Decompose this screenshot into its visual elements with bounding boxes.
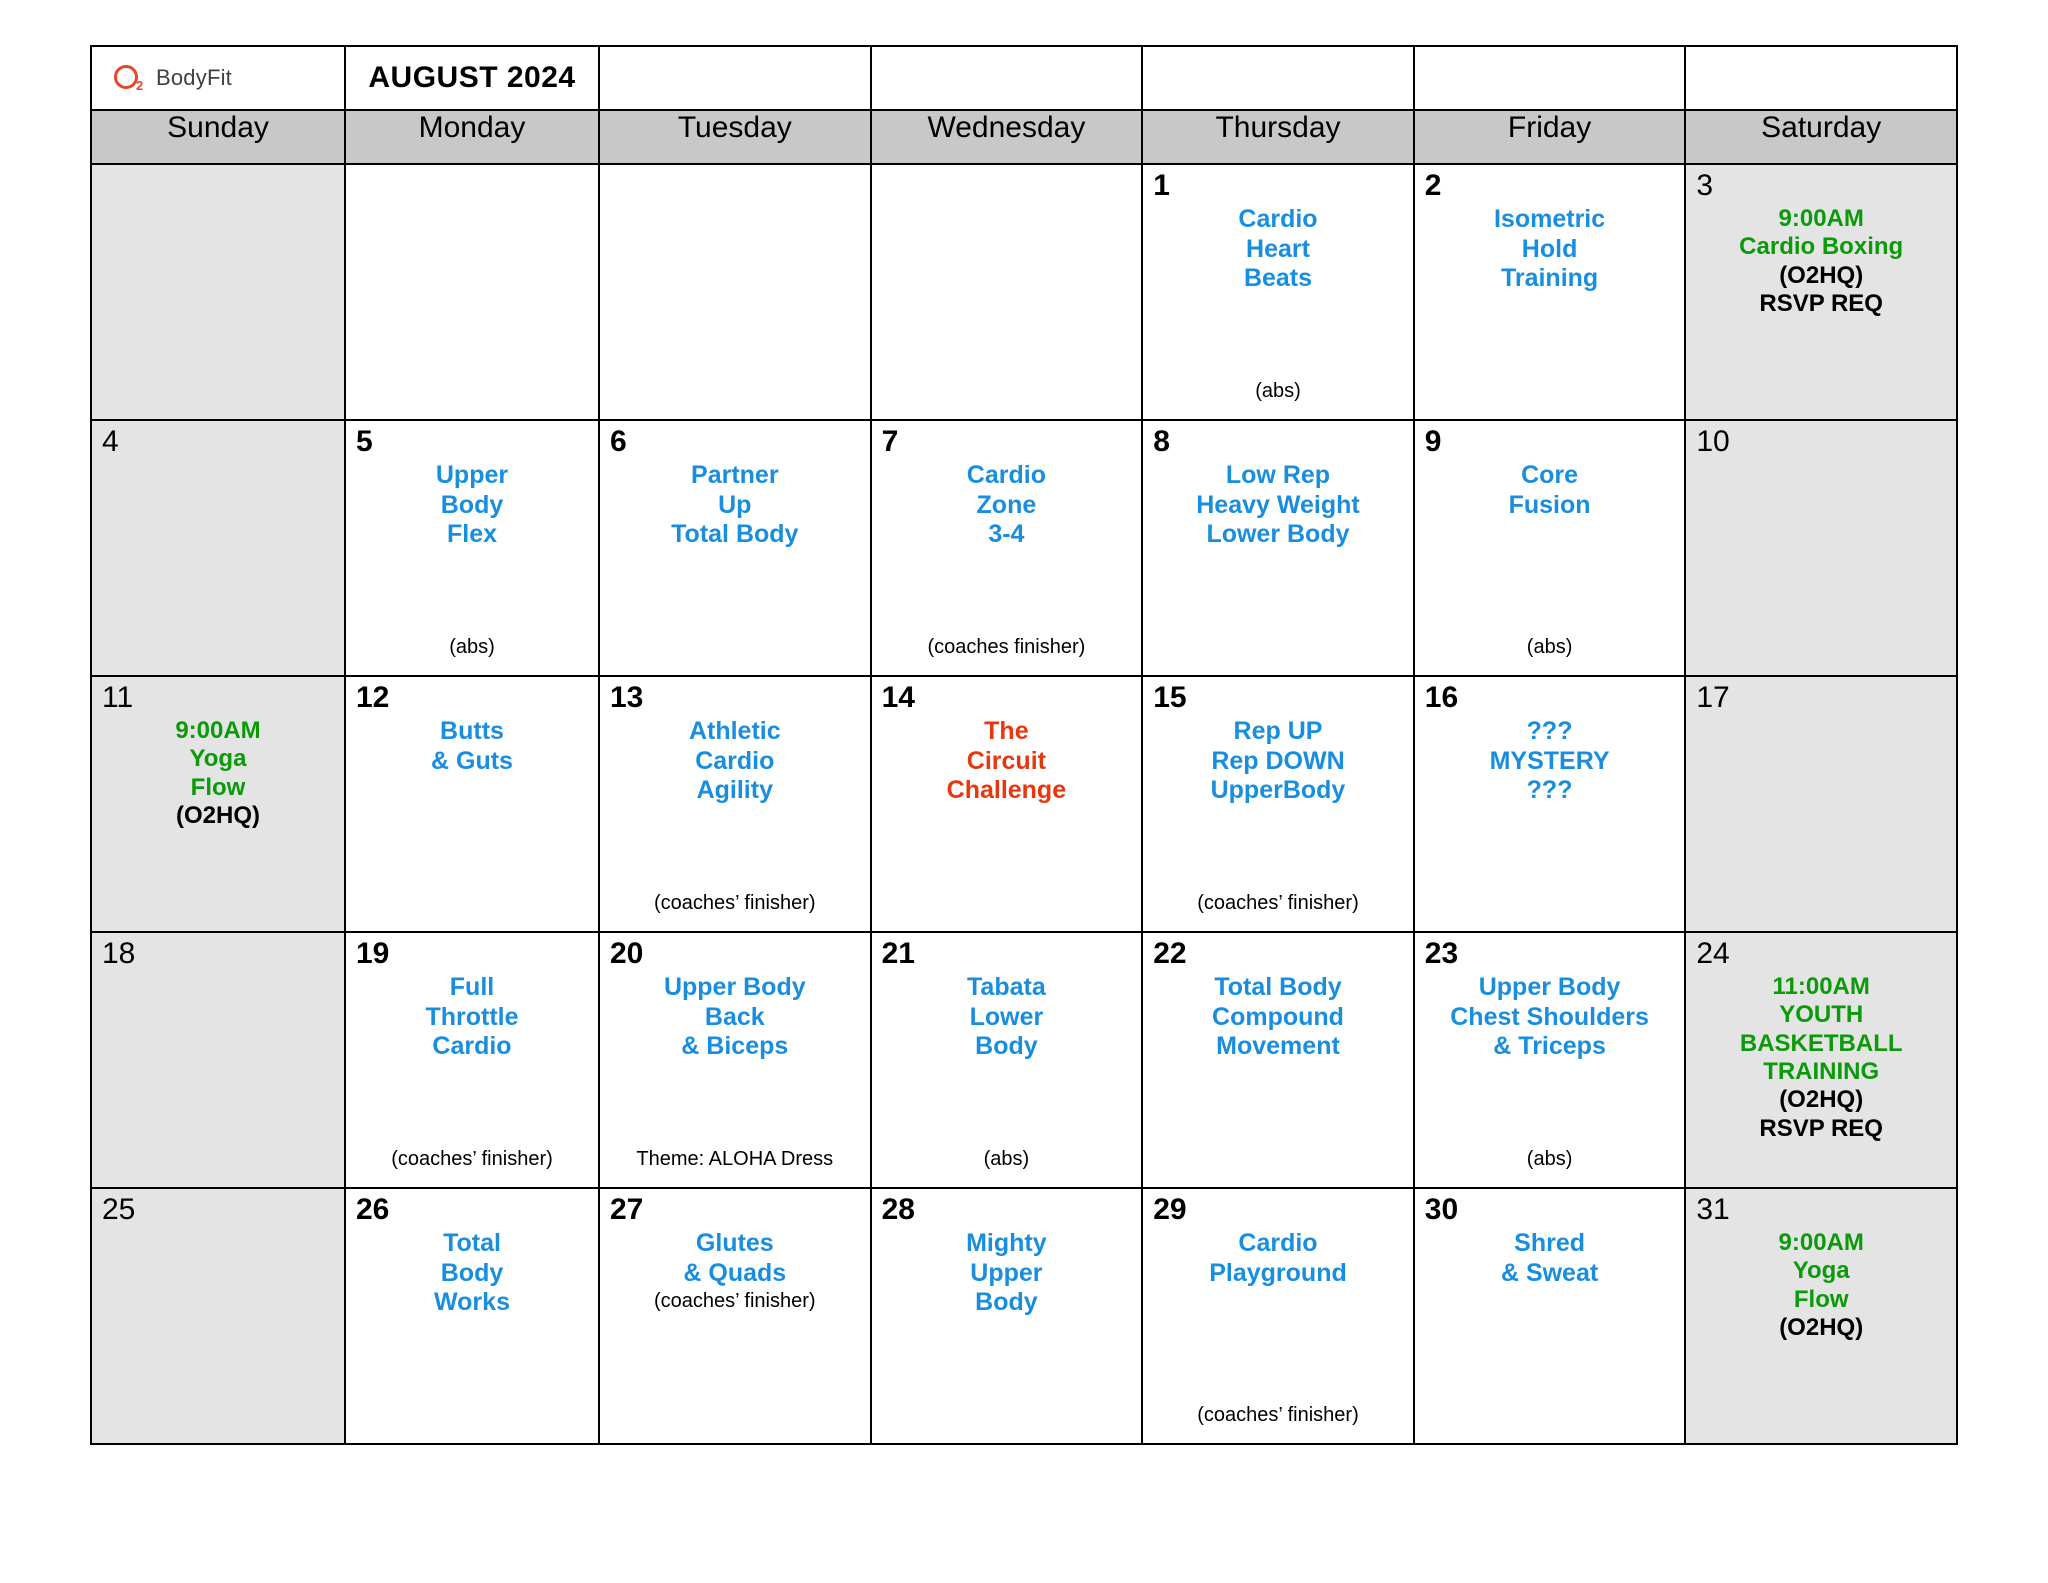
class-title-line: Agility — [696, 776, 773, 804]
day-note: (abs) — [1526, 636, 1573, 658]
class-title-line: Zone — [976, 490, 1037, 519]
day-content — [1143, 421, 1413, 550]
day-number: 18 — [102, 937, 136, 970]
special-event — [1686, 973, 1956, 1143]
calendar-table — [90, 45, 1958, 1445]
special-event-line: Flow — [1793, 1285, 1849, 1313]
day-number: 27 — [610, 1193, 644, 1226]
day-content — [1415, 165, 1685, 294]
day-number: 25 — [102, 1193, 136, 1226]
class-title-line: Cardio — [1238, 205, 1318, 233]
class-title-line: Low Rep — [1225, 461, 1331, 489]
calendar-day-cell[interactable] — [1685, 932, 1957, 1188]
day-content — [872, 165, 1142, 205]
calendar-day-cell[interactable] — [1685, 676, 1957, 932]
day-number: 19 — [356, 937, 390, 970]
weekday-header-row — [91, 110, 1957, 164]
special-event-detail: (O2HQ) — [1779, 261, 1864, 289]
class-title-line: UpperBody — [1210, 776, 1346, 804]
class-title-line: Total Body — [1214, 973, 1342, 1001]
class-title — [1415, 1229, 1685, 1288]
class-title-line: Up — [718, 490, 752, 519]
special-event-detail: (O2HQ) — [1779, 1086, 1864, 1114]
day-note: (abs) — [449, 636, 495, 658]
day-content — [92, 165, 344, 205]
class-title-line: Back — [704, 1002, 765, 1031]
class-title-line: Lower Body — [1206, 520, 1350, 548]
class-title — [346, 973, 598, 1062]
class-title-line: Upper — [970, 1258, 1043, 1287]
special-event-line: 9:00AM — [175, 717, 261, 744]
class-title-line: Beats — [1243, 264, 1313, 292]
day-content — [346, 165, 598, 205]
class-title-line: Core — [1521, 461, 1579, 489]
class-title — [1415, 717, 1685, 806]
class-title — [346, 461, 598, 550]
title-spacer-3 — [1142, 46, 1414, 110]
day-number: 6 — [610, 425, 627, 458]
class-title-line: Total Body — [671, 520, 799, 548]
class-title — [346, 1229, 598, 1318]
weekday-thursday: Thursday — [1142, 110, 1414, 164]
weekday-sunday: Sunday — [91, 110, 345, 164]
day-number: 2 — [1424, 169, 1442, 202]
class-title-line: Upper Body — [1478, 973, 1621, 1001]
calendar-day-cell[interactable] — [1685, 1188, 1957, 1444]
calendar-week-row — [91, 1188, 1957, 1444]
class-title-line: Works — [434, 1288, 510, 1316]
day-number: 30 — [1424, 1193, 1459, 1226]
calendar-day-cell[interactable] — [1142, 932, 1414, 1188]
special-event — [92, 717, 344, 830]
day-number: 20 — [610, 937, 644, 970]
brand-name: BodyFit — [156, 65, 232, 90]
calendar-day-cell[interactable] — [1142, 1188, 1414, 1444]
o2-logo-icon — [114, 63, 144, 93]
class-title-line: MYSTERY — [1489, 746, 1610, 775]
day-note: (coaches finisher) — [927, 636, 1086, 658]
day-content — [600, 421, 870, 550]
special-event-line: BASKETBALL — [1739, 1029, 1903, 1057]
class-title-line: Throttle — [425, 1002, 519, 1031]
weekday-friday: Friday — [1414, 110, 1686, 164]
day-number: 16 — [1424, 681, 1459, 714]
calendar-day-cell[interactable] — [1414, 420, 1686, 676]
class-title-line: Movement — [1216, 1032, 1340, 1060]
calendar-day-cell[interactable] — [1414, 676, 1686, 932]
title-spacer-5 — [1685, 46, 1957, 110]
class-title-line: & Sweat — [1500, 1258, 1599, 1287]
day-number: 1 — [1153, 169, 1170, 202]
calendar-day-cell[interactable] — [91, 1188, 345, 1444]
day-number: 12 — [356, 681, 390, 714]
calendar-day-cell[interactable] — [1142, 420, 1414, 676]
title-spacer-2 — [871, 46, 1143, 110]
calendar-day-cell[interactable] — [1414, 164, 1686, 420]
title-spacer-1 — [599, 46, 871, 110]
day-number: 17 — [1696, 681, 1730, 714]
brand-logo — [92, 47, 344, 109]
class-title-line: Isometric — [1493, 205, 1606, 233]
day-number: 8 — [1153, 425, 1170, 458]
class-title-line: Heart — [1246, 234, 1310, 263]
class-title — [1143, 973, 1413, 1062]
class-title-line: Tabata — [967, 973, 1046, 1001]
class-title-line: Fusion — [1508, 490, 1591, 519]
class-title-line: Rep DOWN — [1211, 746, 1345, 775]
calendar-title-row — [91, 46, 1957, 110]
calendar-day-cell[interactable] — [345, 164, 599, 420]
calendar-day-cell[interactable] — [345, 1188, 599, 1444]
day-note: (abs) — [1526, 1148, 1573, 1170]
day-number: 21 — [881, 937, 915, 970]
day-number: 9 — [1424, 425, 1442, 458]
day-note: (coaches’ finisher) — [1197, 1404, 1359, 1426]
calendar-week-row — [91, 676, 1957, 932]
calendar-day-cell[interactable] — [871, 1188, 1143, 1444]
class-title — [1415, 205, 1685, 294]
special-event-detail: RSVP REQ — [1759, 1114, 1883, 1142]
day-content — [1686, 165, 1956, 318]
special-event-detail: RSVP REQ — [1759, 289, 1883, 317]
calendar-day-cell[interactable] — [1142, 164, 1414, 420]
calendar-day-cell[interactable] — [599, 676, 871, 932]
class-title — [872, 973, 1142, 1062]
class-title-line: Hold — [1521, 234, 1578, 263]
class-title — [872, 717, 1142, 806]
special-event-line: 11:00AM — [1772, 973, 1870, 1000]
calendar-day-cell[interactable] — [871, 420, 1143, 676]
calendar-day-cell[interactable] — [91, 164, 345, 420]
special-event-line: Cardio Boxing — [1739, 233, 1904, 261]
class-title — [600, 461, 870, 550]
day-content — [1415, 421, 1685, 520]
day-note: (coaches’ finisher) — [654, 892, 816, 914]
calendar-day-cell[interactable] — [1414, 1188, 1686, 1444]
class-title-line: Heavy Weight — [1196, 490, 1360, 519]
class-title-line: Upper Body — [663, 973, 806, 1001]
brand-cell — [91, 46, 345, 110]
day-content — [92, 421, 344, 461]
class-title-line: Body — [975, 1032, 1038, 1060]
class-title — [600, 717, 870, 806]
special-event-line: Yoga — [1792, 1257, 1850, 1285]
special-event-line: Yoga — [189, 745, 247, 773]
class-title-line: Mighty — [966, 1229, 1047, 1257]
class-title-line: Challenge — [946, 776, 1067, 804]
class-title-line: Compound — [1212, 1002, 1344, 1031]
day-number: 23 — [1424, 937, 1459, 970]
class-title — [1143, 1229, 1413, 1288]
weekday-wednesday: Wednesday — [871, 110, 1143, 164]
calendar-day-cell[interactable] — [1414, 932, 1686, 1188]
class-title-line: Cardio — [1238, 1229, 1318, 1257]
weekday-saturday: Saturday — [1685, 110, 1957, 164]
special-event — [1686, 1229, 1956, 1342]
class-title — [1143, 205, 1413, 294]
special-event-line: TRAINING — [1763, 1057, 1880, 1085]
class-title-line: Training — [1500, 264, 1599, 292]
class-title-line: 3-4 — [988, 520, 1025, 548]
class-title-line: ??? — [1526, 717, 1573, 745]
class-title-line: Flex — [446, 520, 498, 548]
day-number: 28 — [881, 1193, 915, 1226]
class-title-line: Chest Shoulders — [1450, 1002, 1649, 1031]
class-title-line: & Triceps — [1493, 1032, 1606, 1060]
class-title — [346, 717, 598, 776]
calendar-day-cell[interactable] — [599, 420, 871, 676]
day-content — [600, 165, 870, 205]
calendar-week-row — [91, 932, 1957, 1188]
calendar-day-cell[interactable] — [345, 932, 599, 1188]
class-title-line: & Biceps — [681, 1032, 789, 1060]
special-event-line: YOUTH — [1779, 1001, 1864, 1029]
day-content — [872, 421, 1142, 550]
day-number: 11 — [102, 681, 134, 714]
class-title-line: The — [984, 717, 1029, 745]
special-event-line: 9:00AM — [1778, 1229, 1864, 1256]
day-note: Theme: ALOHA Dress — [636, 1148, 834, 1170]
calendar-day-cell[interactable] — [91, 420, 345, 676]
class-title-line: Body — [975, 1288, 1038, 1316]
calendar-day-cell[interactable] — [871, 164, 1143, 420]
class-title-line: Rep UP — [1233, 717, 1323, 745]
day-number: 14 — [881, 681, 915, 714]
day-note: (coaches’ finisher) — [391, 1148, 553, 1170]
class-title-line: Lower — [969, 1002, 1044, 1031]
special-event — [1686, 205, 1956, 318]
day-number: 29 — [1153, 1193, 1187, 1226]
weekday-tuesday: Tuesday — [599, 110, 871, 164]
calendar-day-cell[interactable] — [91, 676, 345, 932]
class-title-line: & Guts — [431, 746, 513, 775]
class-title-line: Total — [443, 1229, 501, 1257]
class-title-line: Playground — [1209, 1258, 1347, 1287]
class-title-line: Cardio — [966, 461, 1046, 489]
calendar-day-cell[interactable] — [599, 164, 871, 420]
class-title — [872, 461, 1142, 550]
class-title-line: Upper — [435, 461, 509, 489]
title-spacer-4 — [1414, 46, 1686, 110]
class-title-line: Full — [449, 973, 495, 1001]
o2-logo-subscript: 2 — [136, 78, 144, 93]
day-note: (coaches’ finisher) — [654, 1290, 816, 1312]
special-event-line: 9:00AM — [1778, 205, 1864, 232]
day-number: 5 — [356, 425, 373, 458]
class-title-line: ??? — [1526, 776, 1573, 804]
class-title-line: Body — [440, 1258, 504, 1287]
class-title-line: Butts — [440, 717, 504, 745]
class-title-line: Shred — [1514, 1229, 1585, 1257]
day-number: 7 — [881, 425, 899, 458]
day-note: (abs) — [1255, 380, 1301, 402]
class-title-line: Glutes — [695, 1229, 774, 1257]
class-title-line: Circuit — [966, 746, 1046, 775]
calendar-day-cell[interactable] — [345, 676, 599, 932]
calendar-day-cell[interactable] — [1685, 420, 1957, 676]
day-number: 24 — [1696, 937, 1730, 970]
class-title-line: & Quads — [683, 1258, 787, 1287]
class-title — [600, 973, 870, 1062]
weekday-monday: Monday — [345, 110, 599, 164]
day-content — [1143, 165, 1413, 294]
day-note: (abs) — [983, 1148, 1030, 1170]
class-title — [1415, 461, 1685, 520]
special-event-detail: (O2HQ) — [1779, 1313, 1864, 1341]
calendar-week-row — [91, 164, 1957, 420]
day-number: 22 — [1153, 937, 1187, 970]
day-number: 10 — [1696, 425, 1730, 458]
class-title-line: Body — [440, 490, 504, 519]
day-number: 4 — [102, 425, 119, 458]
day-number: 26 — [356, 1193, 390, 1226]
calendar-day-cell[interactable] — [599, 932, 871, 1188]
calendar-day-cell[interactable] — [345, 420, 599, 676]
class-title — [1143, 461, 1413, 550]
day-number: 15 — [1153, 681, 1187, 714]
month-title: AUGUST 2024 — [345, 46, 599, 110]
class-title-line: Athletic — [688, 717, 781, 745]
day-number: 3 — [1696, 169, 1714, 202]
day-number: 31 — [1696, 1193, 1730, 1226]
day-content — [346, 421, 598, 550]
special-event-line: Flow — [190, 773, 246, 801]
calendar-day-cell[interactable] — [871, 932, 1143, 1188]
class-title-line: Cardio — [432, 1032, 512, 1060]
calendar-day-cell[interactable] — [599, 1188, 871, 1444]
calendar-day-cell[interactable] — [91, 932, 345, 1188]
class-title-line: Cardio — [695, 746, 775, 775]
class-title-line: Partner — [691, 461, 779, 489]
class-title — [1143, 717, 1413, 806]
class-title — [600, 1229, 870, 1288]
class-title — [872, 1229, 1142, 1318]
calendar-day-cell[interactable] — [1142, 676, 1414, 932]
class-title — [1415, 973, 1685, 1062]
calendar-day-cell[interactable] — [871, 676, 1143, 932]
calendar-week-row — [91, 420, 1957, 676]
special-event-detail: (O2HQ) — [176, 801, 260, 829]
day-number: 13 — [610, 681, 644, 714]
day-note: (coaches’ finisher) — [1197, 892, 1359, 914]
calendar-day-cell[interactable] — [1685, 164, 1957, 420]
